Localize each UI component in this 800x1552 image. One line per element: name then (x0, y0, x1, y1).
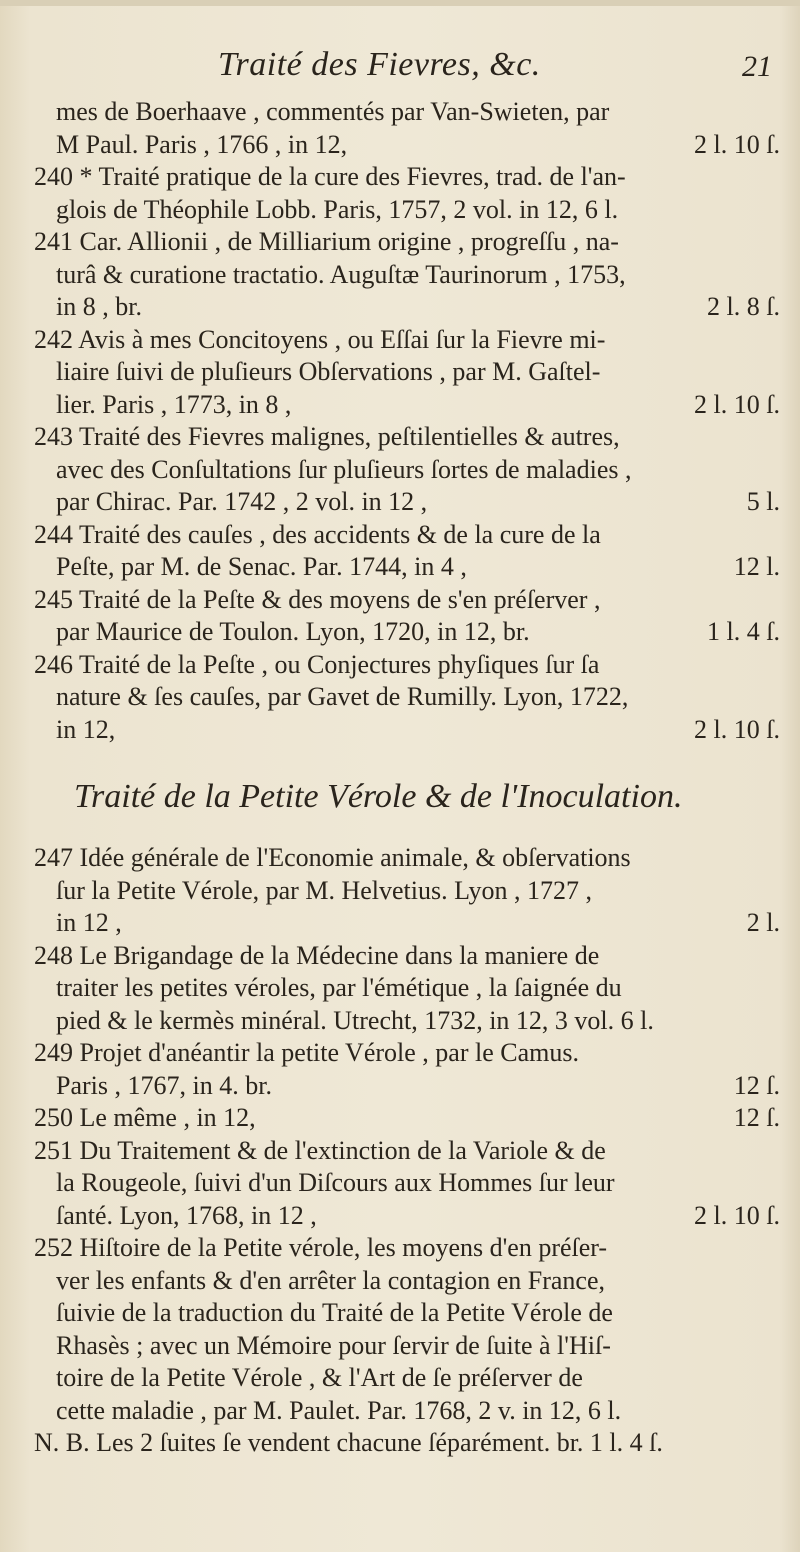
entry-text: par Maurice de Toulon. Lyon, 1720, in 12, br. (56, 617, 530, 646)
entry-line (34, 1005, 780, 1038)
entry-price: 2 l. 10 ſ. (694, 389, 780, 419)
entry-line (34, 1395, 780, 1428)
section-title: Traité de la Petite Vérole & de l'Inoculation. (74, 778, 683, 815)
entry-price: 2 l. 10 ſ. (694, 714, 780, 744)
entry-line (34, 972, 780, 1005)
entry-text: lier. Paris , 1773, in 8 , (56, 389, 292, 419)
entry-text: 249 Projet d'anéantir la petite Vérole , par le Camus. (34, 1038, 579, 1067)
entry-price: 2 l. (746, 908, 780, 937)
entry-price: 12 ſ. (733, 1103, 780, 1132)
entry-line (34, 584, 780, 617)
catalogue-body (34, 96, 780, 1460)
entry-text: toire de la Petite Vérole , & l'Art de ſe préſerver de (56, 1363, 583, 1392)
entry-price: 1 l. 4 ſ. (707, 617, 780, 646)
catalogue-entry (34, 226, 780, 324)
entry-line (34, 1330, 780, 1363)
entry-line (34, 519, 780, 552)
entry-text: liaire ſuivi de pluſieurs Obſervations , par M. Gaſtel- (56, 357, 601, 386)
entry-text: par Chirac. Par. 1742 , 2 vol. in 12 , (56, 487, 428, 516)
entry-text: 252 Hiſtoire de la Petite vérole, les moyens d'en préſer- (34, 1233, 608, 1262)
entry-line (34, 356, 780, 389)
entry-text: ſuivie de la traduction du Traité de la Petite Vérole de (56, 1298, 613, 1327)
entry-price: 2 l. 10 ſ. (694, 1200, 780, 1230)
catalogue-entry (34, 940, 780, 1038)
entry-text: turâ & curatione tractatio. Auguſtæ Taurinorum , 1753, (56, 259, 626, 289)
entry-price: 12 l. (733, 552, 780, 581)
entry-text: 246 Traité de la Peſte , ou Conjectures phyſiques ſur ſa (34, 649, 600, 679)
entry-line (34, 1070, 780, 1103)
entry-text: 241 Car. Allionii , de Milliarium origine , progreſſu , na- (34, 227, 619, 256)
entry-text: N. B. Les 2 ſuites ſe vendent chacune ſéparément. br. 1 l. 4 ſ. (34, 1428, 663, 1457)
entry-text: 251 Du Traitement & de l'extinction de la Variole & de (34, 1135, 606, 1165)
catalogue-entry (34, 584, 780, 649)
entry-line (34, 681, 780, 714)
entry-line (34, 842, 780, 875)
catalogue-entry (34, 161, 780, 226)
entry-line (34, 1167, 780, 1200)
entry-text: cette maladie , par M. Paulet. Par. 1768, 2 v. in 12, 6 l. (56, 1395, 622, 1425)
entry-list-fevers (34, 96, 780, 746)
entry-line (34, 194, 780, 227)
entry-line (34, 421, 780, 454)
entry-line (34, 551, 780, 584)
entry-text: ver les enfants & d'en arrêter la contagion en France, (56, 1265, 605, 1295)
entry-list-smallpox (34, 842, 780, 1460)
entry-text: glois de Théophile Lobb. Paris, 1757, 2 vol. in 12, 6 l. (56, 194, 619, 224)
entry-text: in 12 , (56, 908, 122, 937)
entry-text: 248 Le Brigandage de la Médecine dans la maniere de (34, 940, 600, 970)
entry-line (34, 1037, 780, 1070)
entry-line (34, 129, 780, 162)
catalogue-entry (34, 1037, 780, 1102)
entry-text: Rhasès ; avec un Mémoire pour ſervir de ſuite à l'Hiſ- (56, 1330, 611, 1360)
entry-line (34, 1200, 780, 1233)
entry-line (34, 259, 780, 292)
entry-text: avec des Conſultations ſur pluſieurs ſortes de maladies , (56, 454, 632, 484)
entry-text: la Rougeole, ſuivi d'un Diſcours aux Hommes ſur leur (56, 1168, 615, 1197)
catalogue-entry (34, 1102, 780, 1135)
page-number: 21 (742, 50, 772, 83)
entry-text: in 12, (56, 714, 116, 744)
entry-text: 243 Traité des Fievres malignes, peſtilentielles & autres, (34, 422, 620, 451)
entry-text: Paris , 1767, in 4. br. (56, 1070, 272, 1100)
catalogue-entry (34, 519, 780, 584)
catalogue-entry (34, 1427, 780, 1460)
entry-line (34, 616, 780, 649)
entry-price: 2 l. 8 ſ. (707, 292, 780, 321)
catalogue-entry (34, 324, 780, 422)
entry-line (34, 1135, 780, 1168)
entry-line (34, 96, 780, 129)
entry-price: 12 ſ. (733, 1070, 780, 1100)
entry-price: 2 l. 10 ſ. (694, 129, 780, 159)
catalogue-entry (34, 1135, 780, 1233)
entry-text: 244 Traité des cauſes , des accidents & de la cure de la (34, 519, 601, 549)
entry-text: 240 * Traité pratique de la cure des Fievres, trad. de l'an- (34, 162, 626, 191)
entry-line (34, 1102, 780, 1135)
entry-line (34, 940, 780, 973)
entry-text: mes de Boerhaave , commentés par Van-Swieten, par (56, 97, 610, 126)
entry-text: 242 Avis à mes Concitoyens , ou Eſſai ſur la Fievre mi- (34, 324, 606, 354)
catalogue-entry (34, 421, 780, 519)
entry-line (34, 1427, 780, 1460)
entry-text: ſanté. Lyon, 1768, in 12 , (56, 1200, 317, 1230)
entry-line (34, 1232, 780, 1265)
entry-line (34, 1297, 780, 1330)
entry-line (34, 1362, 780, 1395)
entry-line (34, 907, 780, 940)
entry-text: M Paul. Paris , 1766 , in 12, (56, 129, 348, 159)
entry-text: Peſte, par M. de Senac. Par. 1744, in 4 , (56, 552, 467, 581)
entry-line (34, 291, 780, 324)
page-header (0, 46, 800, 90)
entry-line (34, 454, 780, 487)
entry-line (34, 389, 780, 422)
entry-line (34, 161, 780, 194)
entry-text: in 8 , br. (56, 292, 142, 321)
entry-line (34, 875, 780, 908)
catalogue-entry (34, 96, 780, 161)
catalogue-entry (34, 649, 780, 747)
entry-line (34, 226, 780, 259)
catalogue-entry (34, 842, 780, 940)
entry-line (34, 324, 780, 357)
entry-line (34, 486, 780, 519)
running-title: Traité des Fievres, &c. (218, 46, 541, 83)
entry-price: 5 l. (746, 487, 780, 516)
entry-line (34, 714, 780, 747)
entry-text: traiter les petites véroles, par l'émétique , la ſaignée du (56, 973, 622, 1002)
entry-line (34, 1265, 780, 1298)
entry-text: 245 Traité de la Peſte & des moyens de s'en préſerver , (34, 584, 601, 614)
entry-line (34, 649, 780, 682)
entry-text: 250 Le même , in 12, (34, 1103, 256, 1132)
entry-text: ſur la Petite Vérole, par M. Helvetius. Lyon , 1727 , (56, 875, 593, 905)
entry-text: 247 Idée générale de l'Economie animale, & obſervations (34, 843, 631, 872)
catalogue-entry (34, 1232, 780, 1427)
entry-text: nature & ſes cauſes, par Gavet de Rumilly. Lyon, 1722, (56, 682, 629, 711)
entry-text: pied & le kermès minéral. Utrecht, 1732, in 12, 3 vol. 6 l. (56, 1005, 654, 1035)
